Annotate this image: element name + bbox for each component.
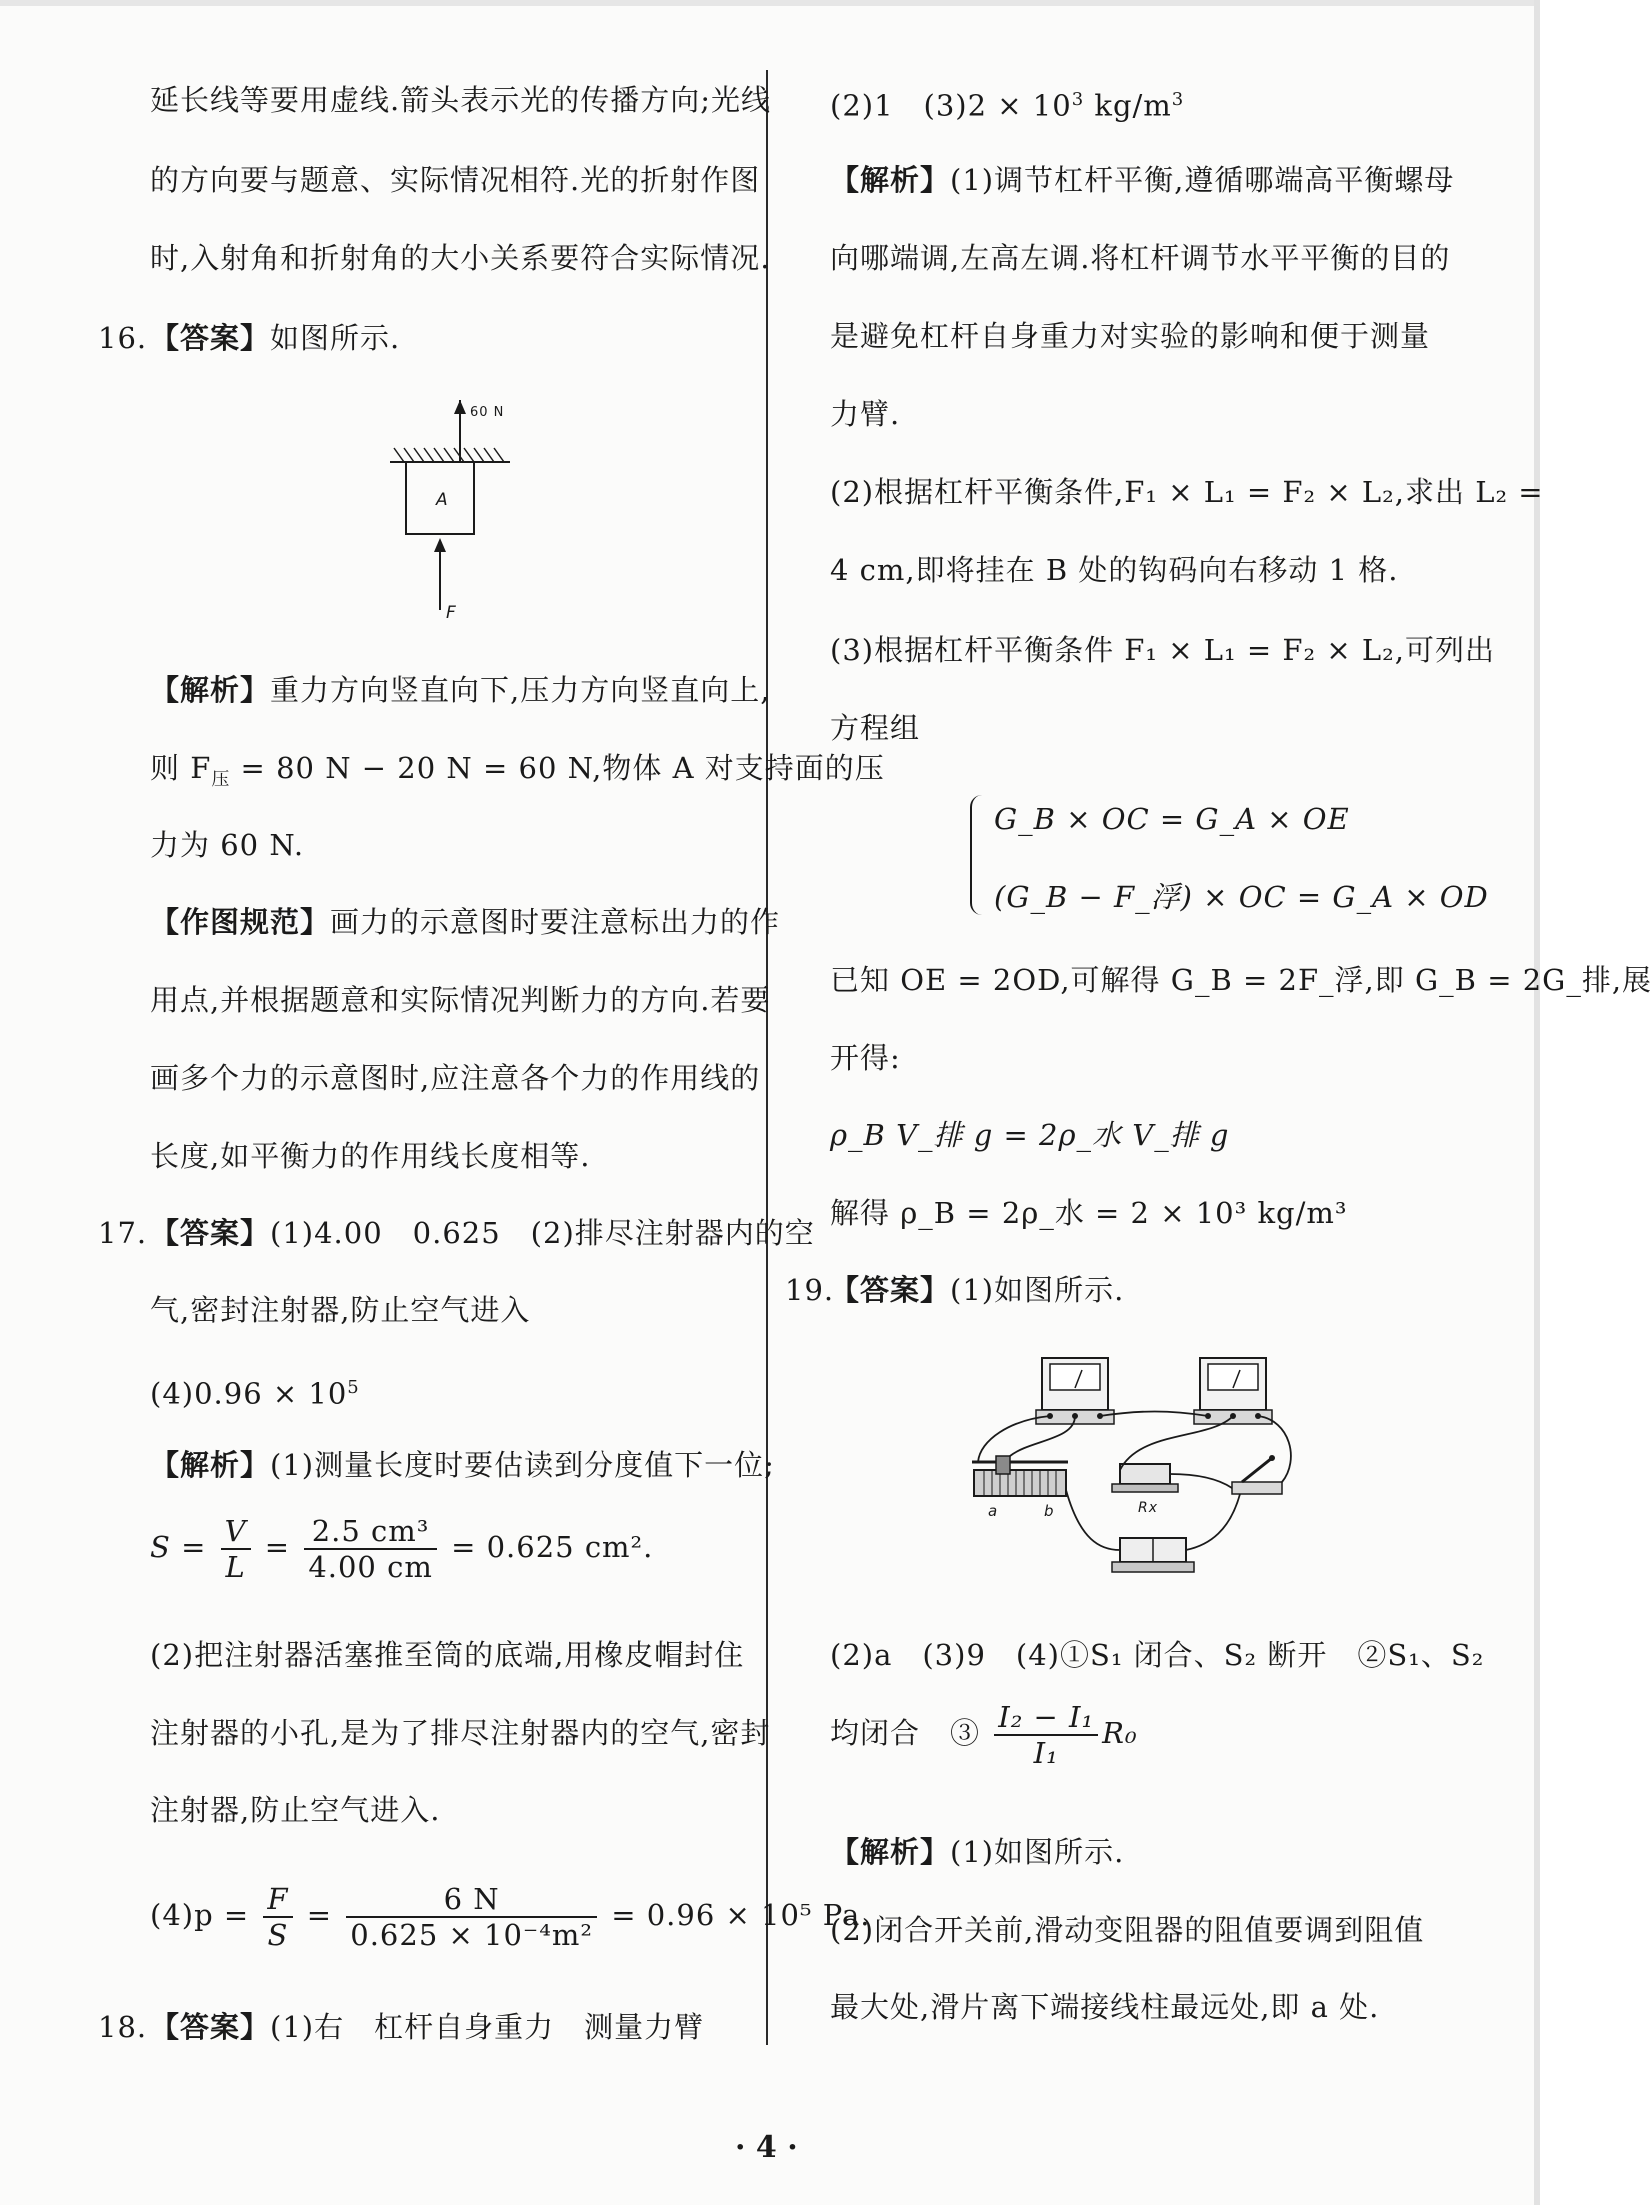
q19-frac-num: I₂ − I₁ xyxy=(994,1700,1098,1736)
q18-answer-2sup2: 3 xyxy=(1171,89,1185,110)
q19-answer-l2: (2)a (3)9 (4)①S₁ 闭合、S₂ 断开 ②S₁、S₂ xyxy=(830,1638,1485,1672)
pressure-frac-1-num: F xyxy=(263,1882,292,1918)
q19-answer-l3 xyxy=(830,1698,1138,1770)
q19-analysis-l2: (2)闭合开关前,滑动变阻器的阻值要调到阻值 xyxy=(830,1913,1425,1947)
q17-pressure-formula xyxy=(150,1880,871,1952)
force-label-60n: 60 N xyxy=(470,405,505,420)
resistor-rx xyxy=(1112,1464,1178,1516)
q17-number: 17. xyxy=(98,1216,148,1250)
q19-answer-text: (1)如图所示. xyxy=(950,1273,1125,1307)
q19-analysis-l1 xyxy=(830,1832,1124,1872)
switch xyxy=(1232,1455,1282,1494)
area-frac-2 xyxy=(304,1514,437,1584)
q17-answer-l2: 气,密封注射器,防止空气进入 xyxy=(150,1293,531,1327)
q16-analysis-2a: 则 F xyxy=(150,751,212,785)
q17-answer-l3 xyxy=(150,1368,360,1414)
q17-answer-text-1: (1)4.00 0.625 (2)排尽注射器内的空 xyxy=(270,1216,815,1250)
q19-answer-tag: 【答案】 xyxy=(830,1273,951,1307)
area-result: = 0.625 cm². xyxy=(451,1530,654,1564)
q18-analysis-l1 xyxy=(830,160,1454,200)
q16-analysis-l3: 力为 60 N. xyxy=(150,828,305,862)
area-frac-2-den: 4.00 cm xyxy=(308,1550,433,1584)
page-number: · 4 · xyxy=(735,2130,798,2165)
q18-analysis-text-1: (1)调节杠杆平衡,遵循哪端高平衡螺母 xyxy=(950,163,1455,197)
q18-answer-tag: 【答案】 xyxy=(150,2010,271,2044)
pressure-force-arrow xyxy=(454,400,466,414)
q18-answer-l1 xyxy=(150,2007,704,2047)
area-frac-2-num: 2.5 cm³ xyxy=(304,1514,437,1550)
intro-line-2: 的方向要与题意、实际情况相符.光的折射作图 xyxy=(150,163,761,197)
intro-line-3: 时,入射角和折射角的大小关系要符合实际情况. xyxy=(150,241,771,275)
q16-answer xyxy=(150,318,400,358)
q19-answer-l1 xyxy=(830,1270,1124,1310)
q16-norm-l2: 用点,并根据题意和实际情况判断力的方向.若要 xyxy=(150,983,771,1017)
q17-area-formula xyxy=(150,1512,653,1584)
block-a-label: A xyxy=(436,490,449,510)
pressure-eq: = xyxy=(306,1898,333,1932)
battery xyxy=(1112,1538,1194,1572)
q18-analysis-l7: (3)根据杠杆平衡条件 F₁ × L₁ = F₂ × L₂,可列出 xyxy=(830,633,1495,667)
push-force-label: F xyxy=(446,603,457,623)
rheostat xyxy=(972,1456,1068,1520)
q18-answer-2sup: 3 xyxy=(1071,89,1085,110)
equation-2: (G_B − F_浮) × OC = G_A × OD xyxy=(994,880,1489,914)
q19-circuit-diagram xyxy=(970,1350,1310,1580)
pressure-lhs: (4)p = xyxy=(150,1898,250,1932)
scan-edge-top xyxy=(0,0,1540,6)
q19-number: 19. xyxy=(785,1273,835,1307)
rx-label: Rx xyxy=(1138,1500,1159,1516)
q16-force-diagram xyxy=(390,400,550,630)
q17-analysis-text-1: (1)测量长度时要估读到分度值下一位; xyxy=(270,1448,775,1482)
q17-analysis-l4: 注射器的小孔,是为了排尽注射器内的空气,密封 xyxy=(150,1716,771,1750)
q16-analysis-l1 xyxy=(150,670,770,710)
pressure-result: = 0.96 × 10⁵ Pa. xyxy=(611,1898,871,1932)
q16-analysis-2b: = 80 N − 20 N = 60 N,物体 A 对支持面的压 xyxy=(230,751,885,785)
q19-analysis-l3: 最大处,滑片离下端接线柱最远处,即 a 处. xyxy=(830,1990,1380,2024)
pressure-frac-2-num: 6 N xyxy=(346,1882,597,1918)
q17-answer-3a: (4)0.96 × 10 xyxy=(150,1376,348,1411)
push-force-arrow xyxy=(434,538,446,552)
q16-norm-l4: 长度,如平衡力的作用线长度相等. xyxy=(150,1139,591,1173)
q17-analysis-tag: 【解析】 xyxy=(150,1448,271,1482)
scan-edge-right xyxy=(1534,0,1540,2205)
rheostat-a-label: a xyxy=(988,1502,999,1520)
q18-answer-2a: (2)1 (3)2 × 10 xyxy=(830,88,1072,123)
q17-answer-l1 xyxy=(150,1213,815,1253)
q18-analysis-l3: 是避免杠杆自身重力对实验的影响和便于测量 xyxy=(830,319,1431,353)
rheostat-b-label: b xyxy=(1044,1502,1055,1520)
pressure-frac-1 xyxy=(263,1882,292,1952)
q16-norm-tag: 【作图规范】 xyxy=(150,905,331,939)
q17-answer-tag: 【答案】 xyxy=(150,1216,271,1250)
q18-analysis-l2: 向哪端调,左高左调.将杠杆调节水平平衡的目的 xyxy=(830,241,1451,275)
equation-system xyxy=(970,795,1489,925)
q17-analysis-l1 xyxy=(150,1445,775,1485)
q18-analysis-tag: 【解析】 xyxy=(830,163,951,197)
q16-number: 16. xyxy=(98,321,148,355)
q16-answer-text: 如图所示. xyxy=(270,321,401,355)
q19-frac-den: I₁ xyxy=(1033,1736,1059,1770)
area-eq: = xyxy=(264,1530,291,1564)
hatching xyxy=(394,448,504,462)
q17-answer-3sup: 5 xyxy=(347,1377,360,1398)
q17-analysis-l5: 注射器,防止空气进入. xyxy=(150,1793,441,1827)
q19-answer-3a: 均闭合 ③ xyxy=(830,1716,981,1750)
equation-1: G_B × OC = G_A × OE xyxy=(994,802,1350,836)
q18-number: 18. xyxy=(98,2010,148,2044)
q16-norm-text-1: 画力的示意图时要注意标出力的作 xyxy=(330,905,781,939)
q16-analysis-l2 xyxy=(150,748,885,800)
q18-analysis-l11: ρ_B V_排 g = 2ρ_水 V_排 g xyxy=(830,1118,1230,1152)
q16-norm-l3: 画多个力的示意图时,应注意各个力的作用线的 xyxy=(150,1061,761,1095)
q16-analysis-text-1: 重力方向竖直向下,压力方向竖直向上, xyxy=(270,673,771,707)
q18-analysis-l6: 4 cm,即将挂在 B 处的钩码向右移动 1 格. xyxy=(830,553,1399,587)
q18-analysis-l9: 已知 OE = 2OD,可解得 G_B = 2F_浮,即 G_B = 2G_排,展 xyxy=(830,963,1652,997)
equation-brace xyxy=(970,795,986,915)
q18-analysis-l8: 方程组 xyxy=(830,711,921,745)
q19-analysis-text-1: (1)如图所示. xyxy=(950,1835,1125,1869)
q19-analysis-tag: 【解析】 xyxy=(830,1835,951,1869)
ammeter xyxy=(1036,1358,1114,1424)
q19-answer-frac xyxy=(994,1700,1098,1770)
voltmeter xyxy=(1194,1358,1272,1424)
pressure-frac-2 xyxy=(346,1882,597,1952)
pressure-frac-1-den: S xyxy=(267,1918,289,1952)
q18-analysis-l12: 解得 ρ_B = 2ρ_水 = 2 × 10³ kg/m³ xyxy=(830,1196,1348,1230)
q16-answer-tag: 【答案】 xyxy=(150,321,271,355)
q16-analysis-2sub: 压 xyxy=(211,768,231,790)
q16-analysis-tag: 【解析】 xyxy=(150,673,271,707)
q16-norm-l1 xyxy=(150,902,780,942)
q18-answer-text-1: (1)右 杠杆自身重力 测量力臂 xyxy=(270,2010,705,2044)
area-frac-1 xyxy=(221,1514,251,1584)
q17-analysis-l3: (2)把注射器活塞推至筒的底端,用橡皮帽封住 xyxy=(150,1638,745,1672)
q18-analysis-l10: 开得: xyxy=(830,1041,901,1075)
area-frac-1-num: V xyxy=(221,1514,251,1550)
area-lhs: S = xyxy=(150,1530,207,1564)
q18-analysis-l5: (2)根据杠杆平衡条件,F₁ × L₁ = F₂ × L₂,求出 L₂ = xyxy=(830,475,1544,509)
q18-answer-2b: kg/m xyxy=(1084,88,1172,123)
q18-analysis-l4: 力臂. xyxy=(830,397,901,431)
q18-answer-l2 xyxy=(830,80,1184,126)
intro-line-1: 延长线等要用虚线.箭头表示光的传播方向;光线 xyxy=(150,83,771,117)
q19-answer-3b: R₀ xyxy=(1102,1716,1138,1750)
pressure-frac-2-den: 0.625 × 10⁻⁴m² xyxy=(350,1918,593,1952)
area-frac-1-den: L xyxy=(225,1550,246,1584)
